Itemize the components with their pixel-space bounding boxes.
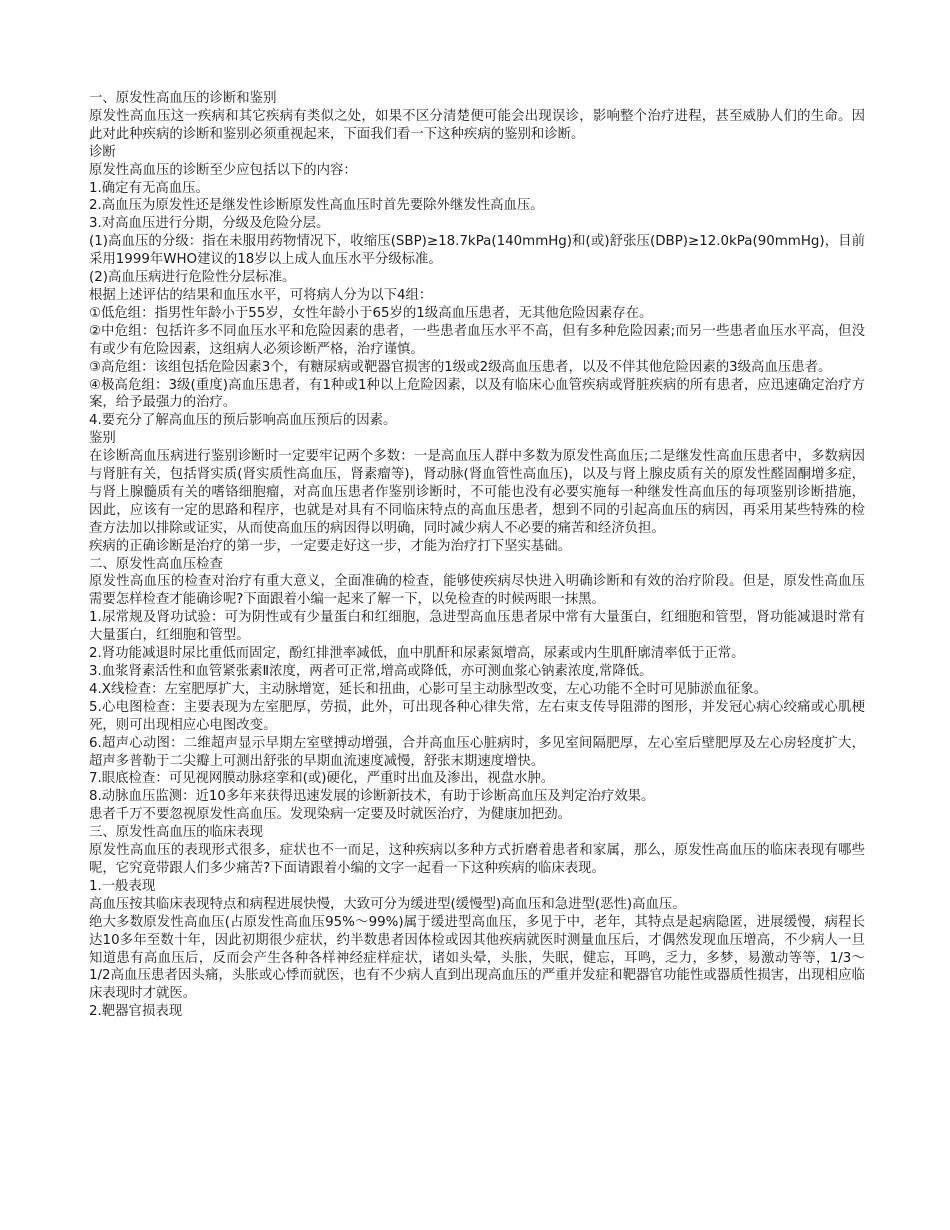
list-item: 1.尿常规及肾功试验：可为阴性或有少量蛋白和红细胞，急进型高血压患者尿中常有大量蛋白，红细胞和管型，肾功能减退时常有大量蛋白，红细胞和管型。	[89, 610, 865, 644]
section-heading-diagnosis-differential: 一、原发性高血压的诊断和鉴别	[89, 91, 277, 106]
list-item: 2.靶器官损表现	[89, 1004, 183, 1020]
paragraph: 在诊断高血压病进行鉴别诊断时一定要牢记两个多数：一是高血压人群中多数为原发性高血压;二是继发性高血压患者中，多数病因与肾脏有关，包括肾实质(肾实质性高血压，肾素瘤等)，肾动脉(肾血管性高血压)，以及与肾上腺皮质有关的原发性醛固酮增多症，与肾上腺髓质有关的嗜铬细胞瘤，对高血压患者作鉴别诊断时，不可能也没有必要实施每一种继发性高血压的每项鉴别诊断措施，因此，应该有一定的思路和程序，也就是对具有不同临床特点的高血压患者，想到不同的引起高血压的病因，再采用某些特殊的检查方法加以排除或证实，从而使高血压的病因得以明确，同时减少病人不必要的痛苦和经济负担。	[89, 449, 865, 536]
list-item: 4.要充分了解高血压的预后影响高血压预后的因素。	[89, 413, 397, 429]
list-item: 8.动脉血压监测：近10多年来获得迅速发展的诊断新技术，有助于诊断高血压及判定治疗效果。	[89, 789, 655, 805]
list-item: 3.对高血压进行分期，分级及危险分层。	[89, 216, 330, 232]
list-item: 1.一般表现	[89, 878, 156, 894]
list-item: 4.X线检查：左室肥厚扩大，主动脉增宽，延长和扭曲，心影可呈主动脉型改变，左心功能不全时可见肺淤血征象。	[89, 681, 768, 697]
paragraph: 原发性高血压的表现形式很多，症状也不一而足，这种疾病以多种方式折磨着患者和家属，那么，原发性高血压的临床表现有哪些呢，它究竟带跟人们多少痛苦?下面请跟着小编的文字一起看一下这种疾病的临床表现。	[89, 843, 865, 876]
subheading-differential: 鉴别	[89, 431, 116, 447]
section-heading-examination: 二、原发性高血压检查	[89, 556, 223, 572]
paragraph: 患者千万不要忽视原发性高血压。发现染病一定要及时就医治疗，为健康加把劲。	[89, 807, 572, 823]
list-item: ③高危组：该组包括危险因素3个，有糖尿病或靶器官损害的1级或2级高血压患者，以及不伴其他危险因素的3级高血压患者。	[89, 359, 832, 375]
list-item: 6.超声心动图：二维超声显示早期左室壁搏动增强，合并高血压心脏病时，多见室间隔肥厚，左心室后壁肥厚及左心房轻度扩大，超声多普勒于二尖瓣上可测出舒张的早期血流速度减慢，舒张末期速度增快。	[89, 735, 865, 769]
list-item: (1)高血压的分级：指在未服用药物情况下，收缩压(SBP)≥18.7kPa(140mmHg)和(或)舒张压(DBP)≥12.0kPa(90mmHg)，目前采用1999年WHO建议的18岁以上成人血压水平分级标准。	[89, 234, 865, 268]
paragraph: 根据上述评估的结果和血压水平，可将病人分为以下4组：	[89, 287, 433, 303]
list-item: (2)高血压病进行危险性分层标准。	[89, 270, 296, 286]
paragraph: 高血压按其临床表现特点和病程进展快慢，大致可分为缓进型(缓慢型)高血压和急进型(恶性)高血压。	[89, 896, 686, 912]
section-heading-clinical: 三、原发性高血压的临床表现	[89, 825, 264, 841]
list-item: ④极高危组：3级(重度)高血压患者，有1种或1种以上危险因素，以及有临床心血管疾病或肾脏疾病的所有患者，应迅速确定治疗方案，给予最强力的治疗。	[89, 377, 865, 411]
list-item: ②中危组：包括许多不同血压水平和危险因素的患者，一些患者血压水平不高，但有多种危险因素;而另一些患者血压水平高，但没有或少有危险因素，这组病人必须诊断严格，治疗谨慎。	[89, 323, 865, 357]
list-item: 7.眼底检查：可见视网膜动脉痉挛和(或)硬化，严重时出血及渗出，视盘水肿。	[89, 771, 555, 787]
list-item: 5.心电图检查：主要表现为左室肥厚，劳损，此外，可出现各种心律失常，左右束支传导阻滞的图形，并发冠心病心绞痛或心肌梗死，则可出现相应心电图改变。	[89, 699, 865, 733]
list-item: 2.肾功能减退时尿比重低而固定，酚红排泄率减低，血中肌酐和尿素氮增高，尿素或内生肌酐廓清率低于正常。	[89, 646, 745, 662]
paragraph: 原发性高血压的检查对治疗有重大意义，全面准确的检查，能够使疾病尽快进入明确诊断和有效的治疗阶段。但是，原发性高血压需要怎样检查才能确诊呢?下面跟着小编一起来了解一下，以免检查的时候两眼一抹黑。	[89, 574, 865, 608]
list-item: ①低危组：指男性年龄小于55岁，女性年龄小于65岁的1级高血压患者，无其他危险因素存在。	[89, 305, 653, 321]
document-body	[89, 90, 865, 1021]
list-item: 3.血浆肾素活性和血管紧张素Ⅱ浓度，两者可正常,增高或降低，亦可测血浆心钠素浓度,常降低。	[89, 664, 653, 679]
paragraph: 疾病的正确诊断是治疗的第一步，一定要走好这一步，才能为治疗打下坚实基础。	[89, 538, 572, 554]
paragraph: 绝大多数原发性高血压(占原发性高血压95%～99%)属于缓进型高血压，多见于中，老年，其特点是起病隐匿，进展缓慢，病程长达10多年至数十年，因此初期很少症状，约半数患者因体检或因其他疾病就医时测量血压后，才偶然发现血压增高，不少病人一旦知道患有高血压后，反而会产生各种各样神经症样症状，诸如头晕，头胀，失眠，健忘，耳鸣，乏力，多梦，易激动等等，1/3～1/2高血压患者因头痛，头胀或心悸而就医，也有不少病人直到出现高血压的严重并发症和靶器官功能性或器质性损害，出现相应临床表现时才就医。	[89, 914, 865, 1002]
list-item: 2.高血压为原发性还是继发性诊断原发性高血压时首先要除外继发性高血压。	[89, 198, 544, 214]
paragraph-intro: 原发性高血压这一疾病和其它疾病有类似之处，如果不区分清楚便可能会出现误诊，影响整个治疗进程，甚至威胁人们的生命。因此对此种疾病的诊断和鉴别必须重视起来，下面我们看一下这种疾病的鉴别和诊断。	[89, 108, 865, 142]
paragraph: 原发性高血压的诊断至少应包括以下的内容：	[89, 162, 357, 178]
list-item: 1.确定有无高血压。	[89, 180, 209, 196]
subheading-diagnosis: 诊断	[89, 144, 116, 160]
